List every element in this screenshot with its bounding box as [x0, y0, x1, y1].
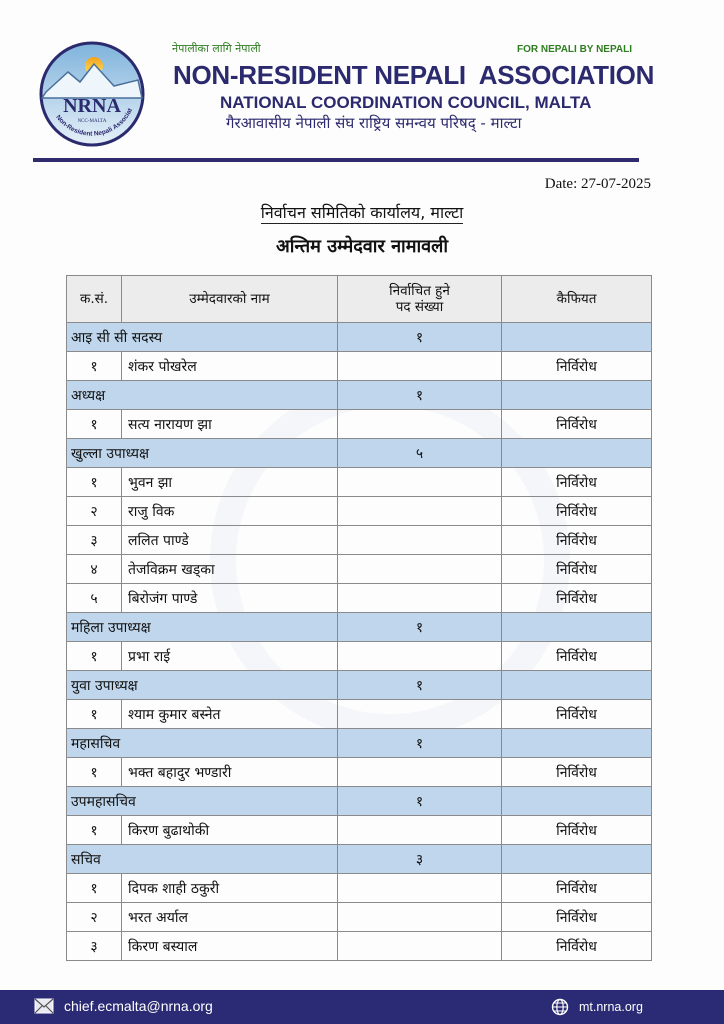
candidate-remark: निर्विरोध — [502, 468, 652, 497]
post-remark-empty — [502, 381, 652, 410]
org-title: NON-RESIDENT NEPALI ASSOCIATION — [173, 60, 655, 90]
post-remark-empty — [502, 323, 652, 352]
post-remark-empty — [502, 439, 652, 468]
candidate-remark: निर्विरोध — [502, 410, 652, 439]
candidate-row — [67, 497, 652, 526]
footer-email — [34, 998, 213, 1014]
post-seats: १ — [338, 787, 502, 816]
nrna-logo — [38, 40, 146, 148]
candidate-remark: निर्विरोध — [502, 642, 652, 671]
candidate-sn: १ — [67, 758, 122, 787]
candidate-row — [67, 642, 652, 671]
globe-icon — [551, 998, 569, 1016]
candidate-remark: निर्विरोध — [502, 555, 652, 584]
post-name: खुल्ला उपाध्यक्ष — [67, 439, 338, 468]
post-row — [67, 439, 652, 468]
candidate-name: किरण बस्याल — [122, 932, 338, 961]
candidate-sn: ५ — [67, 584, 122, 613]
candidate-seats-empty — [338, 874, 502, 903]
candidate-seats-empty — [338, 700, 502, 729]
header-seats-line1: निर्वाचित हुने — [389, 283, 450, 299]
footer-website-text[interactable]: mt.nrna.org — [579, 1000, 643, 1014]
header-sn: क.सं. — [67, 276, 122, 323]
candidate-sn: १ — [67, 816, 122, 845]
post-row — [67, 613, 652, 642]
post-row — [67, 729, 652, 758]
candidate-sn: १ — [67, 700, 122, 729]
logo-sub: NCC-MALTA — [77, 119, 107, 124]
post-remark-empty — [502, 613, 652, 642]
candidate-name: भक्त बहादुर भण्डारी — [122, 758, 338, 787]
candidate-seats-empty — [338, 584, 502, 613]
candidate-sn: १ — [67, 874, 122, 903]
post-name: आइ सी सी सदस्य — [67, 323, 338, 352]
post-seats: १ — [338, 729, 502, 758]
header-divider — [33, 158, 639, 162]
post-name: युवा उपाध्यक्ष — [67, 671, 338, 700]
candidate-seats-empty — [338, 468, 502, 497]
candidate-seats-empty — [338, 497, 502, 526]
candidate-row — [67, 903, 652, 932]
candidate-name: भुवन झा — [122, 468, 338, 497]
candidate-name: प्रभा राई — [122, 642, 338, 671]
post-row — [67, 787, 652, 816]
candidate-sn: १ — [67, 642, 122, 671]
candidate-row — [67, 816, 652, 845]
post-name: अध्यक्ष — [67, 381, 338, 410]
post-seats: १ — [338, 613, 502, 642]
candidate-remark: निर्विरोध — [502, 932, 652, 961]
post-remark-empty — [502, 671, 652, 700]
header-seats — [338, 276, 502, 323]
candidate-sn: १ — [67, 410, 122, 439]
candidate-name: शंकर पोखरेल — [122, 352, 338, 381]
candidate-name: सत्य नारायण झा — [122, 410, 338, 439]
document-date: Date: 27-07-2025 — [544, 176, 651, 192]
candidate-name: श्याम कुमार बस्नेत — [122, 700, 338, 729]
candidate-row — [67, 468, 652, 497]
candidate-seats-empty — [338, 642, 502, 671]
header-name: उम्मेदवारको नाम — [122, 276, 338, 323]
logo-ring-text: Non-Resident Nepali Associat — [54, 107, 135, 138]
logo-text: NRNA — [63, 95, 121, 117]
post-row — [67, 845, 652, 874]
post-seats: ३ — [338, 845, 502, 874]
envelope-icon — [34, 998, 54, 1014]
candidate-remark: निर्विरोध — [502, 584, 652, 613]
candidate-remark: निर्विरोध — [502, 700, 652, 729]
list-title: अन्तिम उम्मेदवार नामावली — [275, 236, 449, 257]
post-name: महिला उपाध्यक्ष — [67, 613, 338, 642]
footer-email-text[interactable]: chief.ecmalta@nrna.org — [64, 998, 213, 1014]
candidate-name: तेजविक्रम खड्का — [122, 555, 338, 584]
post-seats: १ — [338, 323, 502, 352]
candidate-row — [67, 932, 652, 961]
candidate-remark: निर्विरोध — [502, 816, 652, 845]
post-name: उपमहासचिव — [67, 787, 338, 816]
candidate-sn: १ — [67, 468, 122, 497]
post-remark-empty — [502, 729, 652, 758]
post-row — [67, 381, 652, 410]
candidate-remark: निर्विरोध — [502, 758, 652, 787]
footer-bar — [0, 990, 724, 1024]
org-nepali-name: गैरआवासीय नेपाली संघ राष्ट्रिय समन्वय परिषद् - माल्टा — [226, 114, 522, 132]
candidate-seats-empty — [338, 903, 502, 932]
post-row — [67, 671, 652, 700]
candidate-seats-empty — [338, 352, 502, 381]
candidate-name: भरत अर्याल — [122, 903, 338, 932]
candidate-sn: २ — [67, 497, 122, 526]
tagline-nepali: नेपालीका लागि नेपाली — [172, 42, 261, 55]
candidate-seats-empty — [338, 555, 502, 584]
candidate-seats-empty — [338, 526, 502, 555]
candidate-row — [67, 584, 652, 613]
post-remark-empty — [502, 845, 652, 874]
candidate-row — [67, 555, 652, 584]
post-row — [67, 323, 652, 352]
candidate-sn: ३ — [67, 932, 122, 961]
candidate-name: ललित पाण्डे — [122, 526, 338, 555]
candidate-remark: निर्विरोध — [502, 526, 652, 555]
org-subtitle: NATIONAL COORDINATION COUNCIL, MALTA — [220, 93, 592, 112]
candidate-seats-empty — [338, 758, 502, 787]
candidate-remark: निर्विरोध — [502, 497, 652, 526]
candidate-sn: ४ — [67, 555, 122, 584]
candidate-row — [67, 410, 652, 439]
post-seats: १ — [338, 671, 502, 700]
candidate-remark: निर्विरोध — [502, 352, 652, 381]
candidate-seats-empty — [338, 816, 502, 845]
candidate-sn: ३ — [67, 526, 122, 555]
office-title-text: निर्वाचन समितिको कार्यालय, माल्टा — [260, 203, 464, 222]
office-title — [0, 201, 724, 223]
table-header-row — [67, 276, 652, 323]
candidate-remark: निर्विरोध — [502, 874, 652, 903]
table-body — [67, 323, 652, 961]
candidate-name: राजु विक — [122, 497, 338, 526]
candidate-row — [67, 874, 652, 903]
candidate-remark: निर्विरोध — [502, 903, 652, 932]
candidate-row — [67, 352, 652, 381]
footer-website — [551, 998, 643, 1016]
candidate-table — [66, 275, 652, 961]
post-name: महासचिव — [67, 729, 338, 758]
candidate-sn: १ — [67, 352, 122, 381]
candidate-seats-empty — [338, 932, 502, 961]
post-seats: १ — [338, 381, 502, 410]
candidate-name: बिरोजंग पाण्डे — [122, 584, 338, 613]
header-remark: कैफियत — [502, 276, 652, 323]
candidate-name: किरण बुढाथोकी — [122, 816, 338, 845]
post-remark-empty — [502, 787, 652, 816]
candidate-name: दिपक शाही ठकुरी — [122, 874, 338, 903]
candidate-sn: २ — [67, 903, 122, 932]
candidate-row — [67, 758, 652, 787]
tagline-english: FOR NEPALI BY NEPALI — [516, 44, 632, 55]
header-seats-line2: पद संख्या — [395, 299, 444, 315]
post-seats: ५ — [338, 439, 502, 468]
candidate-row — [67, 700, 652, 729]
post-name: सचिव — [67, 845, 338, 874]
candidate-row — [67, 526, 652, 555]
candidate-seats-empty — [338, 410, 502, 439]
